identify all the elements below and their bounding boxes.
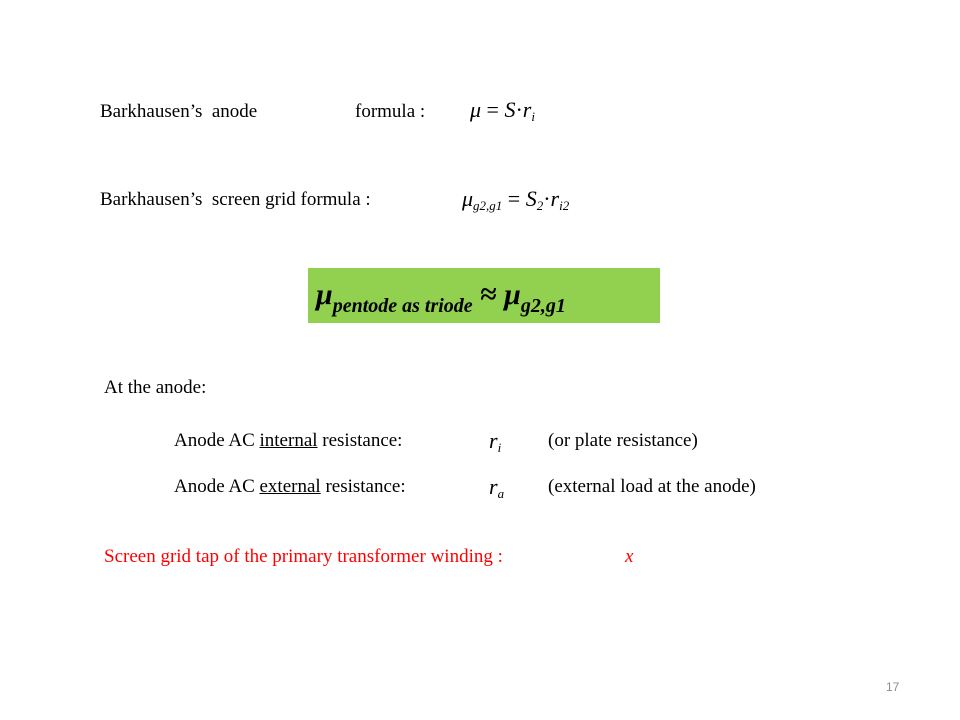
- anode-formula-r-sub: i: [531, 109, 535, 124]
- screen-formula-mu-sub: g2,g1: [473, 198, 503, 213]
- screen-formula-dot: ·: [543, 186, 551, 211]
- anode-formula-equation: [470, 97, 535, 125]
- screen-formula-label-text: screen grid formula :: [211, 189, 371, 210]
- internal-resistance-suffix: resistance:: [322, 430, 403, 451]
- screen-formula-equals: =: [507, 186, 521, 211]
- internal-resistance-underlined: internal: [259, 430, 318, 451]
- internal-resistance-r: r: [489, 428, 498, 453]
- external-resistance-symbol: [489, 474, 504, 502]
- anode-formula-mu: μ: [470, 97, 482, 122]
- screen-formula-r-sub: i2: [559, 198, 570, 213]
- screen-formula-mu: μ: [462, 186, 474, 211]
- highlight-approx: ≈: [480, 278, 497, 311]
- internal-resistance-note: (or plate resistance): [548, 430, 698, 451]
- anode-formula-s: S: [504, 97, 516, 122]
- external-resistance-note: (external load at the anode): [548, 476, 756, 497]
- screen-formula-s-sub: 2: [536, 198, 544, 213]
- highlight-sub-right: g2,g1: [520, 295, 566, 317]
- external-resistance-underlined: external: [259, 476, 321, 497]
- screen-formula-r: r: [550, 186, 560, 211]
- internal-resistance-label: [174, 430, 402, 452]
- screen-tap-symbol: x: [625, 546, 634, 567]
- external-resistance-label: [174, 476, 406, 498]
- highlight-mu-right: μ: [504, 278, 521, 311]
- anode-formula-label-anode: anode: [211, 101, 258, 122]
- internal-resistance-symbol: [489, 428, 501, 456]
- screen-formula-s: S: [525, 186, 537, 211]
- highlight-mu-left: μ: [316, 278, 333, 311]
- external-resistance-suffix: resistance:: [325, 476, 406, 497]
- highlight-equation: [316, 278, 566, 317]
- external-resistance-prefix: Anode AC: [174, 476, 255, 497]
- anode-formula-label: [100, 101, 257, 123]
- anode-formula-r: r: [522, 97, 532, 122]
- internal-resistance-prefix: Anode AC: [174, 430, 255, 451]
- internal-resistance-r-sub: i: [497, 440, 502, 455]
- screen-formula-label-name: Barkhausen’s: [100, 189, 203, 210]
- anode-formula-equals: =: [486, 97, 499, 122]
- anode-formula-label-name: Barkhausen’s: [100, 101, 203, 122]
- screen-formula-label: [100, 189, 371, 211]
- external-resistance-r-sub: a: [497, 486, 505, 501]
- screen-tap-text: Screen grid tap of the primary transformer winding :: [104, 546, 503, 567]
- highlight-sub-left: pentode as triode: [332, 295, 473, 317]
- anode-section-heading: At the anode:: [104, 377, 207, 398]
- external-resistance-r: r: [489, 474, 498, 499]
- anode-formula-dot: ·: [515, 97, 523, 122]
- screen-formula-equation: [462, 186, 569, 214]
- page-number: 17: [886, 680, 900, 694]
- anode-formula-label-suffix: formula :: [355, 101, 426, 122]
